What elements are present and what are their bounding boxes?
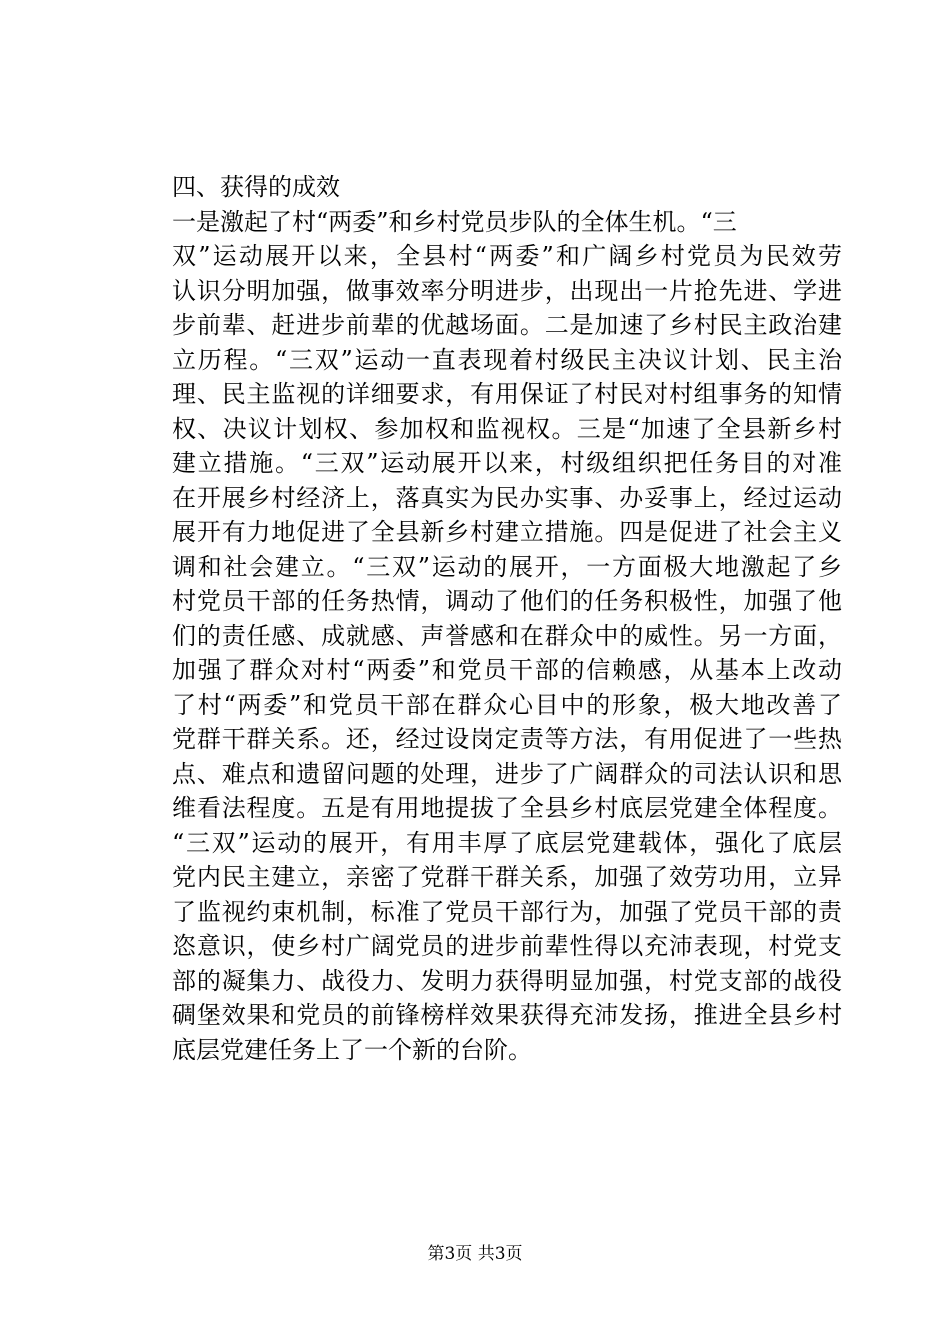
paragraph-line: 恣意识，使乡村广阔党员的进步前辈性得以充沛表现，村党支 [172,932,842,960]
paragraph-line: 维看法程度。五是有用地提拔了全县乡村底层党建全体程度。 [172,794,842,822]
paragraph-line: 立历程。“三双”运动一直表现着村级民主决议计划、民主治 [172,345,842,374]
paragraph-line: 了监视约束机制，标准了党员干部行为，加强了党员干部的责 [172,897,842,926]
paragraph-line: 展开有力地促进了全县新乡村建立措施。四是促进了社会主义 [172,518,842,546]
paragraph-line: 加强了群众对村“两委”和党员干部的信赖感，从基本上改动 [172,656,842,684]
paragraph-line: 认识分明加强，做事效率分明进步，出现出一片抢先进、学进 [172,276,842,305]
paragraph-line: 双”运动展开以来，全县村“两委”和广阔乡村党员为民效劳 [172,242,842,270]
paragraph-line: 一是激起了村“两委”和乡村党员步队的全体生机。“三 [172,207,737,236]
section-heading: 四、获得的成效 [172,173,340,201]
paragraph-line: 调和社会建立。“三双”运动的展开，一方面极大地激起了乡 [172,552,842,581]
paragraph-line: 点、难点和遗留问题的处理，进步了广阔群众的司法认识和思 [172,759,842,788]
paragraph-line: 了村“两委”和党员干部在群众心目中的形象，极大地改善了 [172,690,842,719]
page-number-footer: 第3页 共3页 [427,1244,523,1264]
paragraph-line: 建立措施。“三双”运动展开以来，村级组织把任务目的对准 [172,449,842,477]
paragraph-line: 们的责任感、成就感、声誉感和在群众中的威性。另一方面， [172,621,842,650]
paragraph-line: 底层党建任务上了一个新的台阶。 [172,1035,532,1064]
paragraph-line: 党群干群关系。还，经过设岗定责等方法，有用促进了一些热 [172,725,842,753]
paragraph-line: 村党员干部的任务热情，调动了他们的任务积极性，加强了他 [172,587,842,615]
paragraph-line: 理、民主监视的详细要求，有用保证了村民对村组事务的知情 [172,380,842,408]
paragraph-line: 权、决议计划权、参加权和监视权。三是“加速了全县新乡村 [172,414,842,443]
paragraph-line: 党内民主建立，亲密了党群干群关系，加强了效劳功用，立异 [172,863,842,891]
paragraph-line: 在开展乡村经济上，落真实为民办实事、办妥事上，经过运动 [172,483,842,512]
paragraph-line: 碉堡效果和党员的前锋榜样效果获得充沛发扬，推进全县乡村 [172,1001,842,1029]
document-body [172,170,842,1067]
paragraph-line: “三双”运动的展开，有用丰厚了底层党建载体，强化了底层 [172,828,842,857]
paragraph-line: 部的凝集力、战役力、发明力获得明显加强，村党支部的战役 [172,966,842,995]
paragraph-line: 步前辈、赶进步前辈的优越场面。二是加速了乡村民主政治建 [172,311,842,339]
